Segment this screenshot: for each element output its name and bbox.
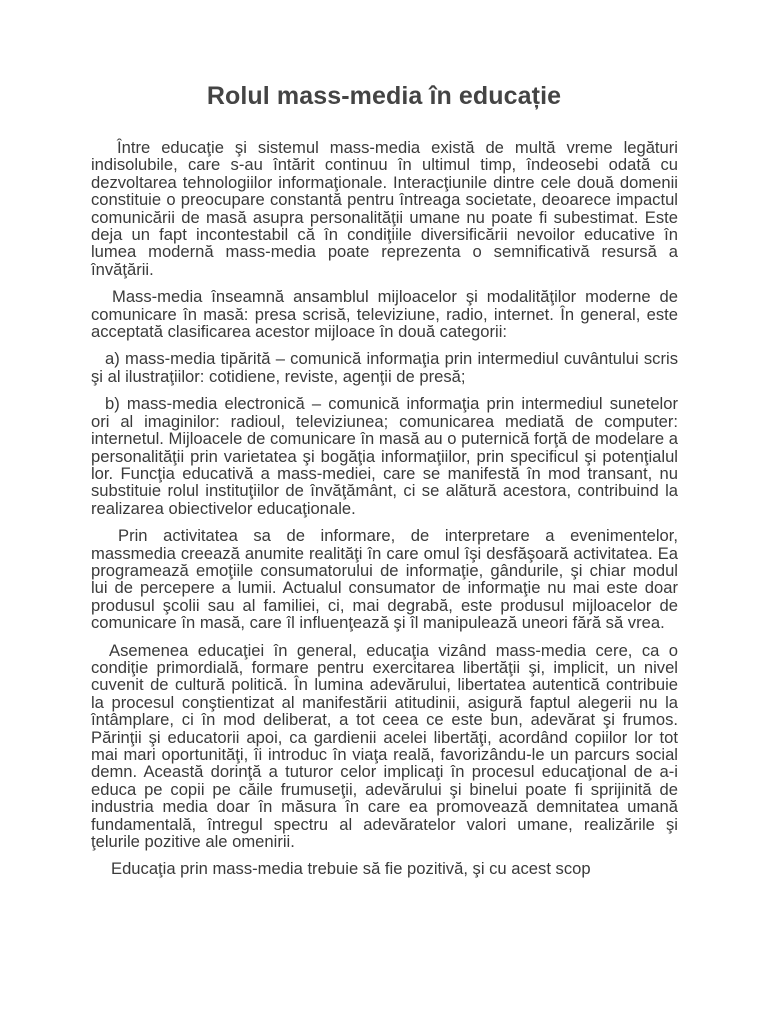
paragraph-4: b) mass-media electronică – comunică informaţia prin intermediul sunetelor ori al imaginilor: radioul, televiziunea; comunicarea mediată de computer: internetul. Mijloacele de comunicare în masă au o puternică forţă de modelare a personalităţii prin varietatea şi bogăţia informaţiilor, prin specificul şi potenţialul lor. Funcţia educativă a mass-mediei, care se manifestă în mod transant, nu substituie rolul instituţiilor de învăţământ, ci se alătură acestora, contribuind la realizarea obiectivelor educaţionale.: [91, 394, 678, 518]
paragraph-1: Între educaţie şi sistemul mass-media există de multă vreme legături indisolubile, care s-au întărit continuu în ultimul timp, îndeosebi odată cu dezvoltarea tehnologiilor informaţionale. Interacţiunile dintre cele două domenii constituie o preocupare constantă pentru întreaga societate, deoarece impactul comunicării de masă asupra personalităţii umane nu poate fi subestimat. Este deja un fapt incontestabil că în condiţiile diversificării nevoilor educative în lumea modernă mass-media poate reprezenta o semnificativă resursă a învăţării.: [91, 138, 678, 279]
paragraph-7: Educaţia prin mass-media trebuie să fie pozitivă, şi cu acest scop: [111, 859, 591, 879]
paragraph-2: Mass-media înseamnă ansamblul mijloacelor şi modalităţilor moderne de comunicare în masă: presa scrisă, televiziune, radio, internet. În general, este acceptată clasificarea acestor mijloace în două categorii:: [91, 287, 678, 342]
document-title: Rolul mass-media în educație: [206, 82, 562, 110]
paragraph-6: Asemenea educaţiei în general, educaţia vizând mass-media cere, ca o condiţie primordială, formare pentru exercitarea libertăţii şi, implicit, un nivel cuvenit de cultură politică. În lumina adevărului, libertatea autentică contribuie la procesul conştientizat al manifestării atitudinii, asigură faptul alegerii nu la întâmplare, ci în mod deliberat, a tot ceea ce este bun, adevărat şi frumos. Părinţii şi educatorii apoi, ca gardienii acelei libertăţi, acordând copiilor lor tot mai mari oportunităţi, îi introduc în viaţa reală, favorizându-le un parcurs social demn. Această dorinţă a tuturor celor implicaţi în procesul educaţional de a-i educa pe copii pe căile frumuseţii, adevărului şi binelui poate fi sprijinită de industria media doar în măsura în care ea promovează demnitatea umană fundamentală, întregul spectru al adevăratelor valori umane, realizările şi ţelurile pozitive ale omenirii.: [91, 640, 678, 852]
document-body: [91, 139, 678, 888]
paragraph-3: a) mass-media tipărită – comunică informaţia prin intermediul cuvântului scris şi al ilustraţiilor: cotidiene, reviste, agenţii de presă;: [91, 349, 678, 386]
paragraph-5: Prin activitatea sa de informare, de interpretare a evenimentelor, massmedia creează anumite realităţi în care omul îşi desfăşoară activitatea. Ea programează emoţiile consumatorului de informaţie, gândurile, şi chiar modul lui de percepere a lumii. Actualul consumator de informaţie nu mai este doar produsul şcolii sau al familiei, ci, mai degrabă, este produsul mijloacelor de comunicare în masă, care îl influenţează şi îl manipulează uneori fără să vrea.: [91, 526, 678, 633]
